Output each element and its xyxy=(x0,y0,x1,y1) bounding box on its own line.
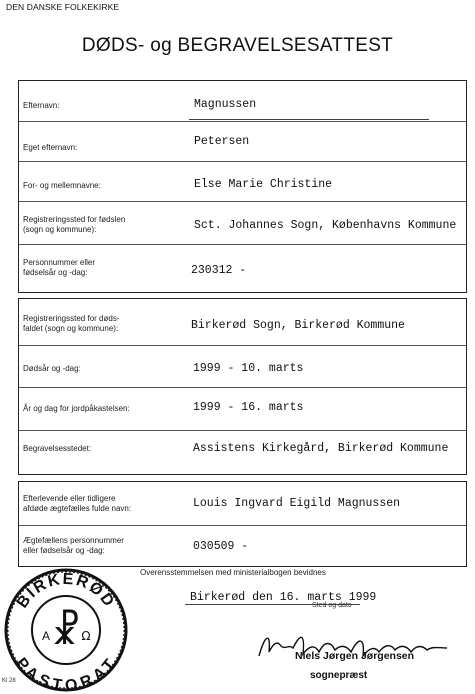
church-name: DEN DANSKE FOLKEKIRKE xyxy=(6,2,120,12)
surname-underline xyxy=(189,119,429,120)
document-title: DØDS- og BEGRAVELSESATTEST xyxy=(81,35,394,56)
burial-date-value: 1999 - 16. marts xyxy=(193,401,304,414)
parish-seal xyxy=(2,566,130,694)
surname-row xyxy=(19,81,466,122)
burial-place-row xyxy=(19,430,466,476)
signer-title: sognepræst xyxy=(310,670,368,681)
signer-name: Niels Jørgen Jørgensen xyxy=(295,650,415,662)
burial-date-label: År og dag for jordpåkastelsen: xyxy=(23,404,130,413)
place-date-caption: Sted og dato xyxy=(312,602,352,609)
svg-text:PASTORAT xyxy=(12,655,120,694)
svg-text:BIRKERØD xyxy=(14,571,118,612)
birth-registration-label-2: (sogn og kommune): xyxy=(23,225,97,234)
spouse-name-label-1: Efterlevende eller tidligere xyxy=(23,494,116,503)
spouse-id-label-2: eller fødselsår og -dag: xyxy=(23,546,105,555)
birth-registration-row xyxy=(19,201,466,245)
death-date-row xyxy=(19,345,466,388)
death-date-label: Dødsår og -dag: xyxy=(23,364,81,373)
death-registration-label-2: faldet (sogn og kommune): xyxy=(23,324,119,333)
burial-place-value: Assistens Kirkegård, Birkerød Kommune xyxy=(193,442,449,455)
seal-text-top: BIRKERØD xyxy=(13,570,119,612)
surname-label: Efternavn: xyxy=(23,101,60,110)
death-registration-label-1: Registreringssted for døds- xyxy=(23,314,120,323)
burial-date-row xyxy=(19,387,466,431)
own-surname-row xyxy=(19,121,466,162)
seal-omega: Ω xyxy=(81,629,91,643)
personal-section xyxy=(18,80,467,293)
seal-text-bottom: PASTORAT xyxy=(11,654,121,694)
death-section xyxy=(18,298,467,475)
spouse-name-label-2: afdøde ægtefælles fulde navn: xyxy=(23,504,132,513)
spouse-id-label-1: Ægtefællens personnummer xyxy=(23,536,124,545)
birth-registration-label-1: Registreringssted for fødslen xyxy=(23,215,126,224)
death-date-value: 1999 - 10. marts xyxy=(193,362,304,375)
own-surname-label: Eget efternavn: xyxy=(23,143,78,152)
birth-id-label-1: Personnummer eller xyxy=(23,258,96,267)
form-code: Kl 28 xyxy=(2,678,16,684)
given-names-label: For- og mellemnavne: xyxy=(23,181,101,190)
birth-registration-value: Sct. Johannes Sogn, Københavns Kommune xyxy=(194,219,457,232)
spouse-id-row xyxy=(19,525,466,568)
agreement-text: Overensstemmelsen med ministerialbogen bevidnes xyxy=(140,568,326,577)
seal-alpha: A xyxy=(41,629,51,643)
death-registration-value: Birkerød Sogn, Birkerød Kommune xyxy=(191,319,405,332)
surname-value: Magnussen xyxy=(194,98,257,111)
birth-id-value: 230312 - xyxy=(191,264,247,277)
spouse-section xyxy=(18,481,467,567)
birth-id-row xyxy=(19,244,466,294)
spouse-name-value: Louis Ingvard Eigild Magnussen xyxy=(193,497,401,510)
own-surname-value: Petersen xyxy=(194,135,250,148)
burial-place-label: Begravelsesstedet: xyxy=(23,444,92,453)
given-names-value: Else Marie Christine xyxy=(194,178,333,191)
spouse-name-row xyxy=(19,482,466,526)
seal-monogram: ☧ xyxy=(51,609,81,653)
place-date: Birkerød den 16. marts 1999 xyxy=(190,591,377,604)
death-registration-row xyxy=(19,299,466,346)
spouse-id-value: 030509 - xyxy=(193,540,249,553)
given-names-row xyxy=(19,161,466,202)
birth-id-label-2: fødselsår og -dag: xyxy=(23,268,88,277)
